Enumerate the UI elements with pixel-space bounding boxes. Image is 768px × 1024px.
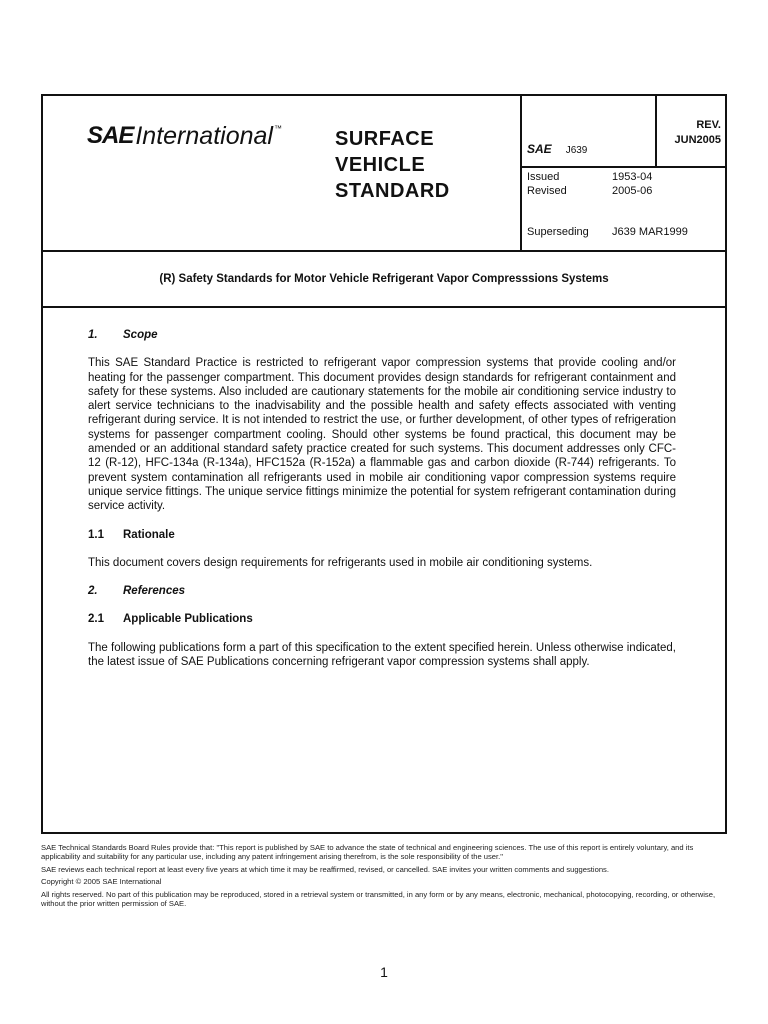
- page-number: 1: [380, 964, 388, 980]
- section-heading: [88, 612, 676, 626]
- issued-value: 1953-04: [612, 171, 653, 183]
- header-divider: [43, 250, 725, 252]
- issue-dates: [527, 170, 652, 198]
- document-body: [88, 328, 676, 669]
- superseding-label: Superseding: [527, 226, 589, 238]
- standard-type-line: SURFACE: [335, 128, 435, 150]
- rationale-paragraph: This document covers design requirements for refrigerants used in mobile air conditioning systems.: [88, 556, 593, 569]
- rev-label: REV.: [696, 119, 721, 131]
- legal-footer: [41, 843, 729, 911]
- section-number: 2.1: [88, 613, 104, 626]
- revised-label: Revised: [527, 185, 567, 197]
- section-number: 1.: [88, 329, 98, 341]
- section-heading: [88, 528, 676, 542]
- section-number: 2.: [88, 585, 98, 598]
- section-title: References: [123, 585, 186, 598]
- standard-type: [335, 126, 450, 204]
- superseding-row: [527, 226, 688, 238]
- sae-international-logo: [87, 122, 282, 151]
- publications-paragraph: The following publications form a part of this specification to the extent specified herein. Unless otherwise indicated, the latest issue of SAE Publications concerning refrigerant vapor compression systems shall apply.: [88, 641, 676, 669]
- revised-value: 2005-06: [612, 185, 653, 197]
- section-title: Rationale: [123, 528, 175, 541]
- doc-prefix-logo: SAE: [527, 142, 552, 156]
- footer-copyright: Copyright © 2005 SAE International: [41, 877, 162, 887]
- standard-type-line: VEHICLE: [335, 154, 426, 176]
- document-frame: [41, 94, 727, 834]
- section-title: Applicable Publications: [123, 613, 253, 626]
- scope-paragraph: This SAE Standard Practice is restricted to refrigerant vapor compression systems that provide cooling and/or heating for the passenger compartment. This document provides design standards for refrigerant containment and safety for these systems. Also included are cautionary statements for the mobile air conditioning service industry to alert service technicians to the inadvisability and the possible health and safety effects associated with venting refrigerant during service. It is not intended to restrict the use, or further development, of other types of refrigeration systems for passenger compartment cooling. Should other systems be found practical, this document may be amended or an additional standard safety practice created for such systems. This document addresses only CFC-12 (R-12), HFC-134a (R-134a), HFC152a (R-152a) a flammable gas and carbon dioxide (R-744) refrigerants. To prevent system contamination all refrigerants used in mobile air conditioning vapor compression systems require unique service fittings. The unique service fittings minimize the potential for system refrigerant contamination during service activity.: [88, 357, 676, 513]
- issued-row: [527, 170, 652, 184]
- rev-divider-vertical: [655, 96, 657, 166]
- header-divider-vertical: [520, 96, 522, 250]
- revision-block: [661, 118, 721, 148]
- header-divider-row: [520, 166, 725, 168]
- section-title: Scope: [123, 329, 158, 341]
- doc-number-value: J639: [565, 145, 588, 156]
- issued-label: Issued: [527, 171, 560, 183]
- rev-date: JUN2005: [674, 134, 721, 146]
- document-title: (R) Safety Standards for Motor Vehicle Refrigerant Vapor Compresssions Systems: [159, 273, 609, 285]
- footer-rights: All rights reserved. No part of this publication may be reproduced, stored in a retrieval system or transmitted, in any form or by any means, electronic, mechanical, photocopying, recording, or otherwise, without the prior written permission of SAE.: [41, 889, 716, 909]
- logo-international-text: International: [135, 122, 273, 150]
- title-divider: [43, 306, 725, 308]
- section-heading: [88, 584, 676, 598]
- footer-rules: SAE Technical Standards Board Rules provide that: "This report is published by SAE to advance the state of technical and engineering sciences. The use of this report is entirely voluntary, and its applicability and suitability for any particular use, including any patent infringement arising therefrom, is the sole responsibility of the user.": [41, 843, 694, 862]
- section-heading: [88, 328, 676, 342]
- document-number: [527, 142, 587, 156]
- logo-sae-text: SAE: [87, 122, 134, 149]
- section-number: 1.1: [88, 528, 104, 541]
- trademark-mark: ™: [273, 124, 282, 133]
- superseding-value: J639 MAR1999: [612, 226, 688, 238]
- revised-row: [527, 184, 652, 198]
- standard-type-line: STANDARD: [335, 180, 450, 202]
- footer-review: SAE reviews each technical report at least every five years at which time it may be reaffirmed, revised, or cancelled. SAE invites your written comments and suggestions.: [41, 864, 609, 874]
